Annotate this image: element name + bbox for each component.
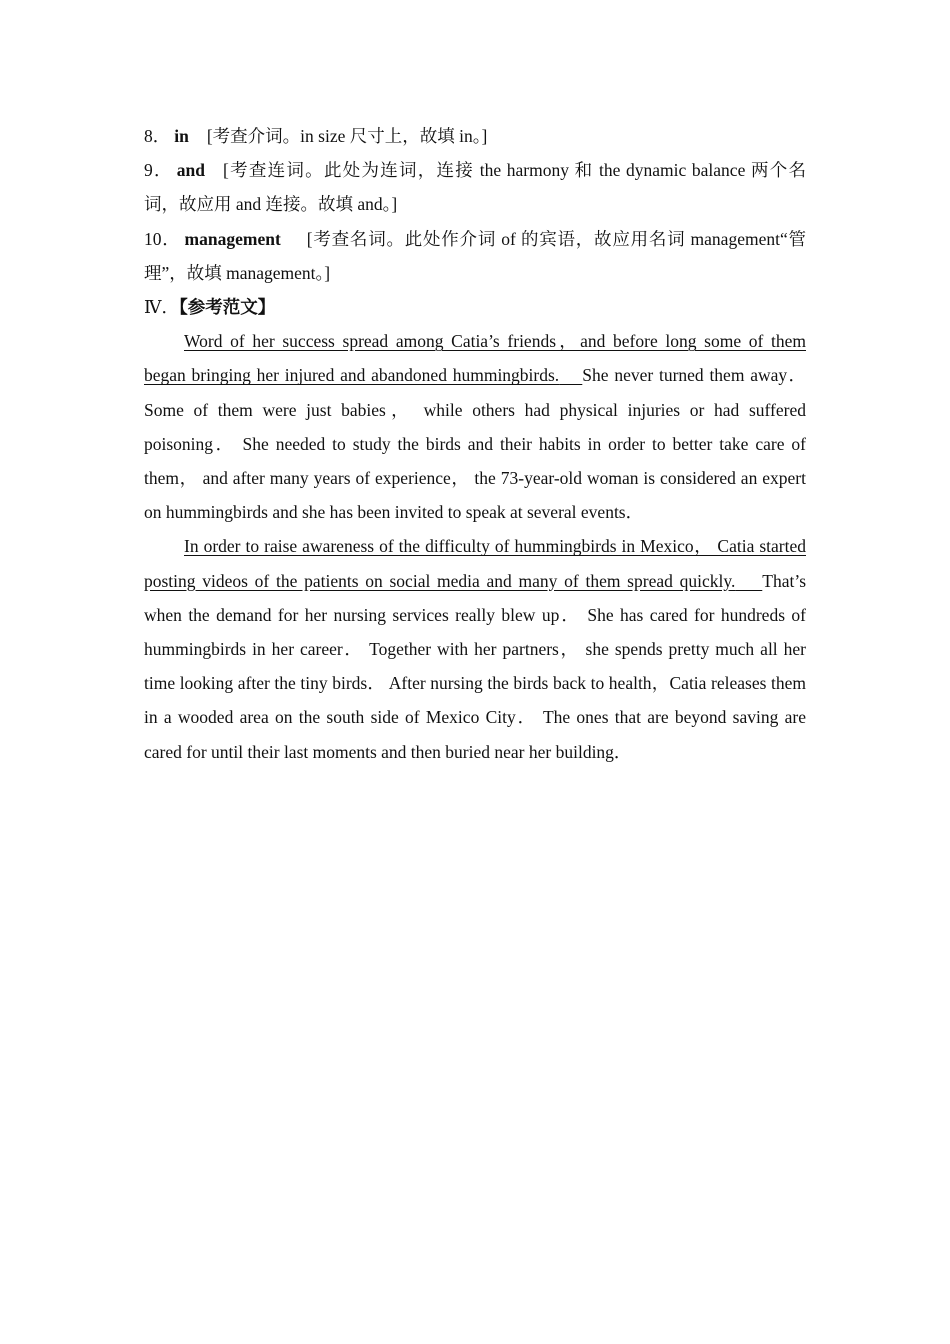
section-heading bbox=[144, 290, 806, 324]
item-explanation: [考查连词。此处为连词，连接 the harmony 和 the dynamic balance 两个名词，故应用 and 连接。故填 and。] bbox=[144, 160, 807, 215]
item-number: 10． bbox=[144, 228, 181, 249]
item-number: 9． bbox=[144, 160, 173, 181]
answer-item-8 bbox=[144, 119, 806, 153]
section-numeral: Ⅳ． bbox=[144, 297, 179, 318]
item-answer: and bbox=[176, 160, 206, 181]
underlined-text: Word of her success spread among Catia’s friends，and before long some of them began bringing her injured and abandoned hummingbirds. bbox=[144, 331, 806, 386]
item-explanation: [考查名词。此处作介词 of 的宾语，故应用名词 management“管理”，故填 management。] bbox=[144, 228, 807, 283]
underlined-text: In order to raise awareness of the difficulty of hummingbirds in Mexico， Catia started posting videos of the patients on social media and many of them spread quickly. bbox=[144, 536, 806, 591]
item-answer: management bbox=[184, 228, 281, 249]
answer-item-9 bbox=[144, 153, 806, 221]
item-explanation: [考查介词。in size 尺寸上，故填 in。] bbox=[206, 126, 488, 146]
paragraph-text: That’s when the demand for her nursing services really blew up． She has cared for hundreds of hummingbirds in her career． Together with her partners， she spends pretty much all her time looking after the tiny birds． After nursing the birds back to health，Catia releases them in a wooded area on the south side of Mexico City． The ones that are beyond saving are cared for until their last moments and then buried near her building． bbox=[144, 570, 807, 762]
essay-paragraph-1 bbox=[144, 324, 806, 529]
item-answer: in bbox=[174, 126, 189, 146]
section-title: 【参考范文】 bbox=[178, 297, 276, 318]
essay-paragraph-2 bbox=[144, 529, 806, 768]
underlined-sentence bbox=[144, 536, 806, 590]
answer-document bbox=[144, 119, 806, 769]
paragraph-text: She never turned them away． Some of them were just babies， while others had physical injuries or had suffered poisoning． She needed to study the birds and their habits in order to better take care of them， and after many years of experience， the 73-year-old woman is considered an expert on hummingbirds and she has been invited to speak at several events． bbox=[144, 365, 807, 523]
answer-item-10 bbox=[144, 222, 806, 290]
item-number: 8． bbox=[144, 126, 171, 146]
